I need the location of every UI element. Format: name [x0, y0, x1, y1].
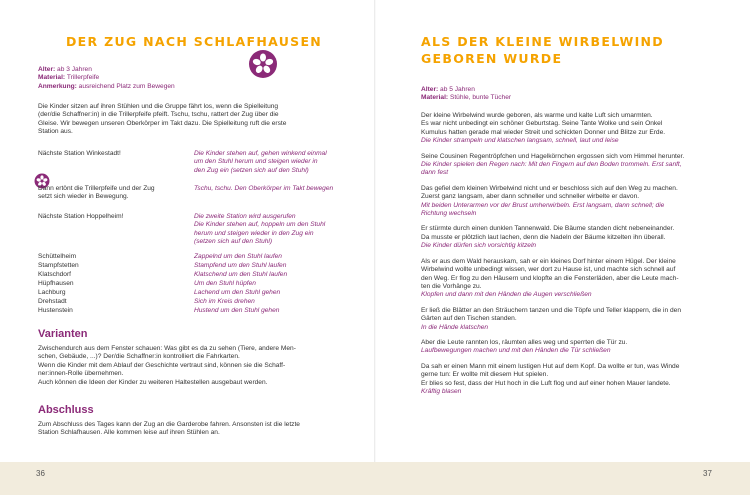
- meta-material: Material: Stühle, bunte Tücher: [421, 94, 512, 102]
- story-line: den Weg. Er flog zu den Häusern und klopfte an die Fensterläden, aber die Leute mach-: [421, 274, 679, 282]
- instruction-line: Die Kinder strampeln und klatschen langsam, schnell, laut und leise: [421, 137, 619, 145]
- ending-heading: Abschluss: [38, 404, 94, 416]
- left-page: DER ZUG NACH SCHLAFHAUSEN Alter: ab 3 Jahren Material: Trillerpfeife Anmerkung: ausreichend Platz zum Bewegen Die Kinder sitzen auf ihren Stühlen und die Gruppe fährt los, wenn die Spielleitung (der/die Schaffner:in) in die Trillerpfeife pfeift. Tschu, tschu, rattert der Zug über die Gleise. Wir bewegen unseren Oberkörper im Takt dazu. Die Spielleitung ruft die erste Station aus. Nächste Station Winkestadt! Die Kinder stehen auf, gehen winkend einmal um den Stuhl herum und steigen wieder in den Zug ein (setzen sich auf den Stuhl) Dann ertönt die Trillerpfeife und der Zug setzt sich wieder in Bewegung. Tschu, tschu. Den Oberkörper im Takt bewegen Nächste Station Hoppelheim! Die zweite Station wird ausgerufen Die Kinder stehen auf, hoppeln um den Stuhl herum und steigen wieder in den Zug ein (setzen sich auf den Stuhl) Schüttelheim Zappelnd um den Stuhl laufen Stampfstetten Stampfend um den Stuhl laufen Klatschdorf Klatschend um den Stuhl laufen Hüpfhausen Um den Stuhl hüpfen Lachburg Lachend um den Stuhl gehen Drehstadt Sich im Kreis drehen Hustenstein Hustend um den Stuhl gehen Varianten Zwischendurch aus dem Fenster schauen: Was gibt es da zu sehen (Tiere, andere Men- schen, Gebäude, ...)? Der/die Schaffner:in kontrolliert die Fahrkarten. Wenn die Kinder mit dem Ablauf der Geschichte vertraut sind, können sie die Schaff- ner:innen-Rolle übernehmen. Auch können die Ideen der Kinder zu weiteren Haltestellen ausgebaut werden. Abschluss Zum Abschluss des Tages kann der Zug an die Garderobe fahren. Ansonsten ist die letzte Station Schlafhausen. Alle kommen leise auf ihren Stühlen an.: [0, 0, 375, 495]
- story-paragraph: [421, 153, 741, 178]
- page-footer: [0, 462, 750, 495]
- story-paragraph: [421, 258, 741, 300]
- story-line: Wirbelwind wollte unbedingt wissen, wer dort zu Hause ist, und machte sich schnell auf: [421, 266, 676, 274]
- meta-age: Alter: ab 5 Jahren: [421, 86, 475, 93]
- story-line: Da sah er einen Mann mit einem lustigen Hut auf dem Kopf. Da wollte er tun, was Winde: [421, 362, 680, 370]
- story-paragraph: [421, 339, 741, 356]
- gutter: [374, 0, 376, 462]
- instruction-line: Die Kinder dürfen sich vorsichtig kitzeln: [421, 242, 537, 250]
- story-paragraph: [421, 225, 741, 250]
- story-line: Das gefiel dem kleinen Wirbelwind nicht und er beschloss sich auf den Weg zu machen.: [421, 184, 678, 192]
- left-title: DER ZUG NACH SCHLAFHAUSEN: [66, 34, 323, 49]
- left-meta: [38, 66, 175, 91]
- story-line: gerne tun: Er wollte mit diesem Hut spielen.: [421, 371, 549, 379]
- right-page: [375, 0, 750, 495]
- story-line: Als er aus dem Wald herauskam, sah er ein kleines Dorf hinter einem Hügel. Der kleine: [421, 257, 676, 265]
- instruction-line: Laufbewegungen machen und mit den Händen die Tür schließen: [421, 347, 611, 355]
- story-line: Aber die Leute rannten los, räumten alles weg und sperrten die Tür zu.: [421, 338, 628, 346]
- instruction-line: Klopfen und dann mit den Händen die Augen verschließen: [421, 291, 592, 299]
- meta-note: Anmerkung: ausreichend Platz zum Bewegen: [38, 82, 175, 90]
- flower-icon: [248, 49, 278, 79]
- story-line: Kumulus hatten gerade mal wieder Streit und schickten Donner und Blitze zur Erde.: [421, 128, 666, 136]
- instruction-line: Richtung wechseln: [421, 210, 477, 218]
- page-number-left: 36: [36, 469, 45, 478]
- story-line: Es war nicht unbedingt ein schöner Geburtstag. Seine Tante Wolke und sein Onkel: [421, 120, 663, 128]
- left-intro: Die Kinder sitzen auf ihren Stühlen und die Gruppe fährt los, wenn die Spielleitung (der/die Schaffner:in) in die Trillerpfeife pfeift. Tschu, tschu, rattert der Zug über die Gleise. Wir bewegen unseren Oberkörper im Takt dazu. Die Spielleitung ruft die erste Station aus.: [38, 103, 287, 136]
- story-paragraph: [421, 185, 741, 219]
- story-paragraph: [421, 307, 741, 332]
- variants-heading: Varianten: [38, 328, 88, 340]
- story-text: [421, 112, 741, 403]
- story-line: Da musste er plötzlich laut lachen, denn die Nadeln der Bäume kitzelten ihn überall.: [421, 233, 666, 241]
- meta-age: Alter: ab 3 Jahren: [38, 66, 92, 73]
- story-line: Seine Cousinen Regentröpfchen und Hagelkörnchen ergossen sich vom Himmel herunter.: [421, 152, 685, 160]
- story-paragraph: [421, 112, 741, 146]
- instruction-line: dann fest: [421, 169, 449, 177]
- story-paragraph: [421, 363, 741, 397]
- variants-text: Zwischendurch aus dem Fenster schauen: Was gibt es da zu sehen (Tiere, andere Men- schen, Gebäude, ...)? Der/die Schaffner:in kontrolliert die Fahrkarten. Wenn die Kinder mit dem Ablauf der Geschichte vertraut sind, können sie die Schaff- ner:innen-Rolle übernehmen. Auch können die Ideen der Kinder zu weiteren Haltestellen ausgebaut werden.: [38, 345, 296, 386]
- meta-material: Material: Trillerpfeife: [38, 74, 100, 82]
- story-line: Gärten auf den Tischen standen.: [421, 315, 517, 323]
- instruction-line: In die Hände klatschen: [421, 323, 489, 331]
- story-line: Zuerst ganz langsam, aber dann schneller und schneller wirbelte er davon.: [421, 193, 640, 201]
- story-line: Er ließ die Blätter an den Sträuchern tanzen und die Töpfe und Teller klappern, die in den: [421, 306, 682, 314]
- instruction-line: Die Kinder spielen den Regen nach: Mit den Fingern auf den Boden trommeln. Erst sanft,: [421, 161, 682, 169]
- instruction-line: Kräftig blasen: [421, 387, 462, 395]
- page-number-right: 37: [703, 469, 712, 478]
- instruction-line: Mit beiden Unterarmen vor der Brust umherwirbeln. Erst langsam, dann schnell; die: [421, 201, 665, 209]
- story-line: ten die Vorhänge zu.: [421, 282, 482, 290]
- story-line: Der kleine Wirbelwind wurde geboren, als warme und kalte Luft sich umarmten.: [421, 112, 653, 119]
- story-line: Er stürmte durch einen dunklen Tannenwald. Die Bäume standen dicht nebeneinander.: [421, 225, 675, 233]
- ending-text: Zum Abschluss des Tages kann der Zug an die Garderobe fahren. Ansonsten ist die letzte Station Schlafhausen. Alle kommen leise auf ihren Stühlen an.: [38, 421, 300, 437]
- right-title: ALS DER KLEINE WIRBELWIND GEBOREN WURDE: [421, 34, 664, 66]
- story-line: Er blies so fest, dass der Hut hoch in die Luft flog und auf einer hohen Mauer landete.: [421, 379, 671, 387]
- right-meta: [421, 86, 511, 103]
